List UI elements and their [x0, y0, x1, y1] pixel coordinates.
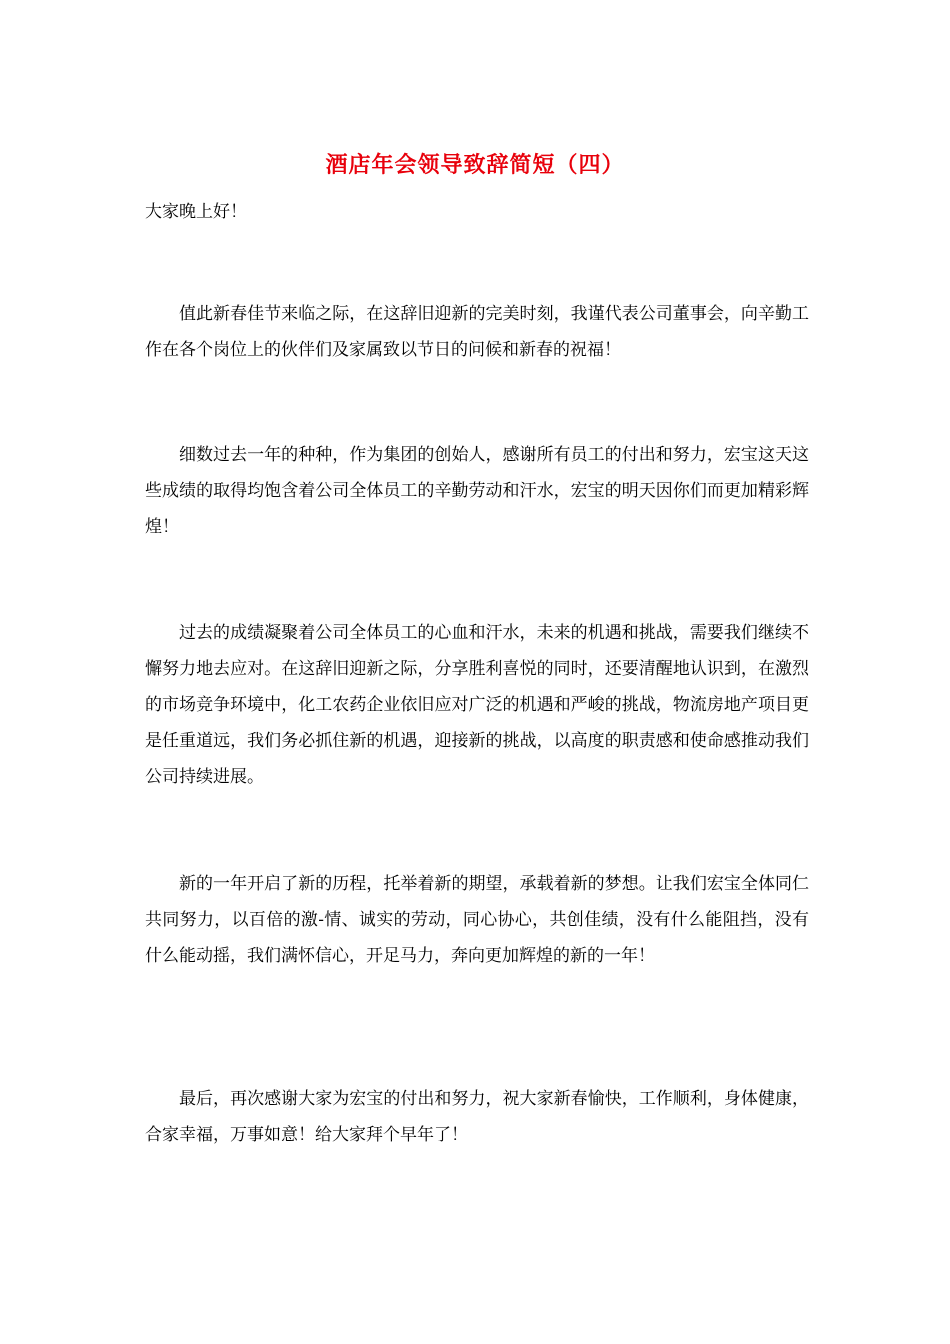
paragraph-thanks: 细数过去一年的种种，作为集团的创始人，感谢所有员工的付出和努力，宏宝这天这些成绩的取得均饱含着公司全体员工的辛勤劳动和汗水，宏宝的明天因你们而更加精彩辉煌！ — [145, 445, 809, 537]
paragraph-new-year: 新的一年开启了新的历程，托举着新的期望，承载着新的梦想。让我们宏宝全体同仁共同努力，以百倍的激-情、诚实的劳动，同心协心，共创佳绩，没有什么能阻挡，没有什么能动摇，我们满怀信心，开足马力，奔向更加辉煌的新的一年！ — [145, 874, 809, 966]
document-title: 酒店年会领导致辞简短（四） — [325, 152, 625, 178]
greeting-line: 大家晚上好！ — [145, 202, 247, 222]
paragraph-challenges: 过去的成绩凝聚着公司全体员工的心血和汗水，未来的机遇和挑战，需要我们继续不懈努力地去应对。在这辞旧迎新之际，分享胜利喜悦的同时，还要清醒地认识到，在激烈的市场竞争环境中，化工农药企业依旧应对广泛的机遇和严峻的挑战，物流房地产项目更是任重道远，我们务必抓住新的机遇，迎接新的挑战，以高度的职责感和使命感推动我们公司持续进展。 — [145, 623, 809, 787]
paragraph-closing: 最后，再次感谢大家为宏宝的付出和努力，祝大家新春愉快，工作顺利，身体健康，合家幸福，万事如意！给大家拜个早年了！ — [145, 1089, 809, 1145]
paragraph-opening: 值此新春佳节来临之际，在这辞旧迎新的完美时刻，我谨代表公司董事会，向辛勤工作在各个岗位上的伙伴们及家属致以节日的问候和新春的祝福！ — [145, 304, 809, 360]
